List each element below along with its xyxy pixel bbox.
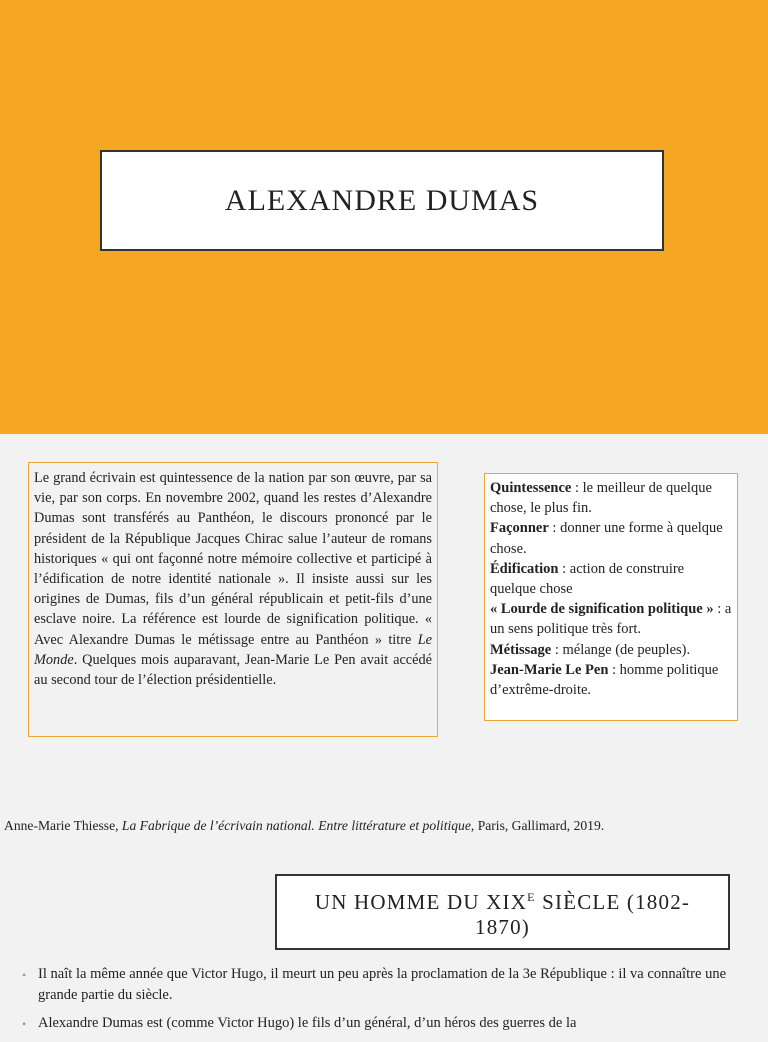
citation-work: La Fabrique de l’écrivain national. Entre littérature et politique — [121, 818, 471, 833]
glossary-def: : homme politique d’extrême-droite. — [490, 661, 719, 699]
section-title-b: SIÈCLE (1802-1870) — [475, 889, 691, 939]
glossary-term: « Lourde de signification politique » — [490, 601, 714, 618]
page-title: ALEXANDRE DUMAS — [224, 183, 540, 217]
glossary-term: Métissage — [490, 641, 552, 658]
glossary-def: : le meilleur de quelque chose, le plus fin. — [490, 480, 712, 517]
glossary-def: : a un sens politique très fort. — [490, 601, 732, 638]
glossary-term: Façonner — [490, 520, 549, 537]
bullet-icon: • — [22, 1017, 27, 1031]
list-item — [22, 964, 726, 1005]
glossary-entry — [490, 559, 732, 599]
glossary-def: : mélange (de peuples). — [551, 641, 691, 658]
glossary-entry — [490, 518, 732, 558]
citation-author: Anne-Marie Thiesse, — [4, 818, 122, 833]
bullet-icon: • — [22, 968, 27, 982]
glossary-entry — [490, 599, 732, 639]
newspaper-title: Le Monde — [34, 631, 432, 668]
glossary-entry — [490, 640, 732, 660]
passage-text-end: . Quelques mois auparavant, Jean-Marie Le Pen avait accédé au second tour de l’élection présidentielle. — [34, 651, 432, 689]
glossary-entry — [490, 660, 732, 700]
glossary-def: : action de construire quelque chose — [490, 560, 685, 598]
section-heading — [275, 874, 730, 950]
source-citation — [4, 816, 764, 836]
passage-box — [28, 462, 438, 737]
citation-publisher: , Paris, Gallimard, 2019. — [470, 818, 605, 833]
section-title-a: UN HOMME DU XIX — [314, 889, 528, 914]
glossary-box — [484, 473, 738, 721]
glossary-def: : donner une forme à quelque chose. — [490, 520, 723, 557]
glossary-term: Quintessence — [490, 480, 572, 496]
list-item-text: Il naît la même année que Victor Hugo, il meurt un peu après la proclamation de la 3e République : il va connaître une grande partie du siècle. — [38, 966, 726, 1003]
glossary-term: Jean-Marie Le Pen — [490, 661, 609, 678]
list-item — [22, 1013, 726, 1034]
title-box — [100, 150, 664, 251]
section-title-sup: E — [527, 889, 536, 904]
bullet-list — [22, 964, 726, 1042]
title-banner — [0, 0, 768, 434]
glossary-term: Édification — [490, 560, 559, 577]
section-title — [297, 885, 708, 940]
glossary-entry — [490, 478, 732, 518]
passage-text: Le grand écrivain est quintessence de la nation par son œuvre, par sa vie, par son corps. En novembre 2002, quand les restes d’Alexandre Dumas sont transférés au Panthéon, le discours prononcé par le président de la République Jacques Chirac salue l’auteur de romans historiques « qui ont façonné notre mémoire collective et participé à l’édification de notre identité nationale ». Il insiste aussi sur les origines de Dumas, fils d’un général républicain et petit-fils d’une esclave noire. La référence est lourde de signification politique. « Avec Alexandre Dumas le métissage entre au Panthéon » titre — [34, 470, 432, 648]
list-item-text: Alexandre Dumas est (comme Victor Hugo) le fils d’un général, d’un héros des guerres de la — [38, 1015, 577, 1031]
